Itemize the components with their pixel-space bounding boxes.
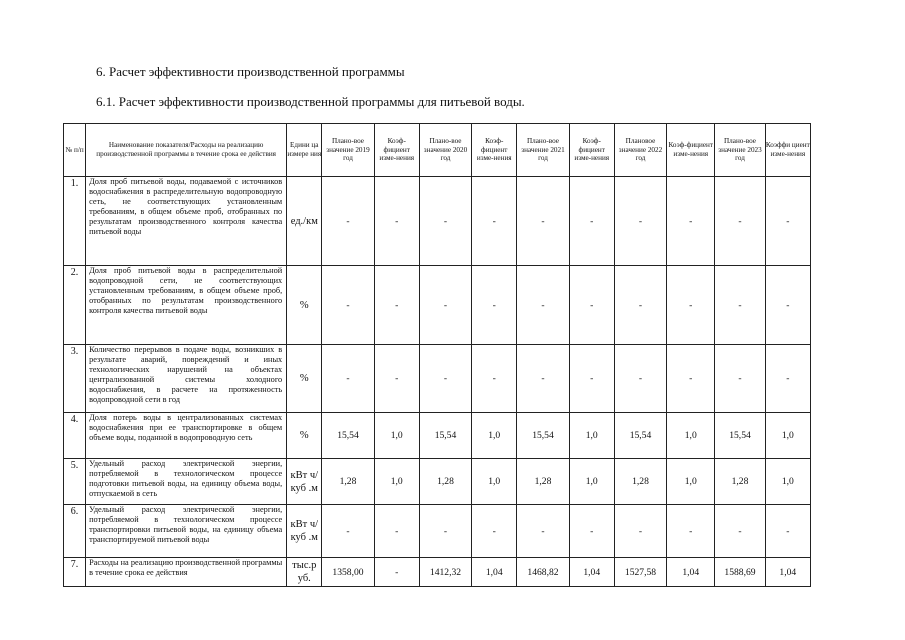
value-cell: - (715, 345, 765, 413)
unit-cell: тыс.р уб. (287, 558, 322, 587)
value-cell: - (667, 345, 715, 413)
value-cell: 1,0 (765, 459, 810, 505)
value-cell: - (322, 345, 374, 413)
value-cell: - (614, 266, 666, 345)
value-cell: - (517, 266, 569, 345)
value-cell: 1412,32 (419, 558, 471, 587)
value-cell: - (322, 266, 374, 345)
value-cell: 1,04 (569, 558, 614, 587)
value-cell: - (517, 177, 569, 266)
indicator-name: Расходы на реализацию производственной программы в течение срока ее действия (86, 558, 287, 587)
value-cell: 1,04 (667, 558, 715, 587)
row-number: 1. (64, 177, 86, 266)
value-cell: 15,54 (614, 413, 666, 459)
value-cell: 1,28 (322, 459, 374, 505)
value-cell: - (374, 505, 419, 558)
value-cell: 1,0 (472, 413, 517, 459)
unit-cell: % (287, 413, 322, 459)
value-cell: - (715, 266, 765, 345)
value-cell: 1,0 (765, 413, 810, 459)
value-cell: 1527,58 (614, 558, 666, 587)
table-row (64, 413, 811, 459)
value-cell: - (374, 558, 419, 587)
value-cell: - (374, 345, 419, 413)
row-number: 5. (64, 459, 86, 505)
indicator-name: Удельный расход электрической энергии, потребляемой в технологическом процессе транспортировки питьевой воды, на единицу объема транспортируемой питьевой воды (86, 505, 287, 558)
section-heading: 6. Расчет эффективности производственной программы (96, 64, 405, 79)
unit-cell: кВт ч/куб .м (287, 459, 322, 505)
value-cell: 1,28 (614, 459, 666, 505)
value-cell: - (419, 266, 471, 345)
col-header-coef-2021: Коэф-фициент изме-нения (569, 124, 614, 177)
value-cell: 1,0 (374, 413, 419, 459)
col-header-coef-2019: Коэф-фициент изме-нения (374, 124, 419, 177)
value-cell: - (667, 505, 715, 558)
value-cell: - (667, 266, 715, 345)
value-cell: 1,0 (569, 459, 614, 505)
value-cell: 15,54 (419, 413, 471, 459)
table-row (64, 345, 811, 413)
table-row (64, 266, 811, 345)
col-header-plan-2020: Плано-вое значение 2020 год (419, 124, 471, 177)
indicator-name: Доля проб питьевой воды, подаваемой с источников водоснабжения в распределительную водопроводную сеть, не соответствующих установленным требованиям, в общем объеме проб, отобранных по результатам производственного контроля качества питьевой воды (86, 177, 287, 266)
value-cell: 1,0 (569, 413, 614, 459)
table-row (64, 505, 811, 558)
value-cell: 1588,69 (715, 558, 765, 587)
value-cell: - (765, 266, 810, 345)
col-header-plan-2023: Плано-вое значение 2023 год (715, 124, 765, 177)
row-number: 2. (64, 266, 86, 345)
col-header-plan-2019: Плано-вое значение 2019 год (322, 124, 374, 177)
value-cell: - (322, 505, 374, 558)
value-cell: 1,0 (667, 413, 715, 459)
value-cell: 1,04 (765, 558, 810, 587)
value-cell: - (569, 505, 614, 558)
table-row (64, 459, 811, 505)
value-cell: - (472, 505, 517, 558)
value-cell: - (472, 177, 517, 266)
col-header-coef-2023: Коэффи циент изме-нения (765, 124, 810, 177)
value-cell: 15,54 (517, 413, 569, 459)
row-number: 3. (64, 345, 86, 413)
value-cell: - (374, 177, 419, 266)
efficiency-table (63, 123, 811, 587)
table-row (64, 558, 811, 587)
table-row (64, 177, 811, 266)
value-cell: 1,0 (374, 459, 419, 505)
value-cell: 1468,82 (517, 558, 569, 587)
unit-cell: % (287, 345, 322, 413)
value-cell: - (569, 345, 614, 413)
indicator-name: Количество перерывов в подаче воды, возникших в результате аварий, повреждений и иных технологических нарушений на объектах централизованной системы холодного водоснабжения, в расчете на протяженность водопроводной сети в год (86, 345, 287, 413)
value-cell: - (517, 345, 569, 413)
col-header-num: № п/п (64, 124, 86, 177)
row-number: 6. (64, 505, 86, 558)
value-cell: - (614, 505, 666, 558)
col-header-plan-2021: Плано-вое значение 2021 год (517, 124, 569, 177)
row-number: 7. (64, 558, 86, 587)
value-cell: 15,54 (322, 413, 374, 459)
value-cell: - (569, 177, 614, 266)
col-header-coef-2022: Коэф-фициент изме-нения (667, 124, 715, 177)
value-cell: 1,28 (419, 459, 471, 505)
unit-cell: % (287, 266, 322, 345)
value-cell: - (374, 266, 419, 345)
value-cell: 1,28 (517, 459, 569, 505)
value-cell: - (765, 505, 810, 558)
value-cell: 15,54 (715, 413, 765, 459)
value-cell: 1,0 (472, 459, 517, 505)
value-cell: - (614, 345, 666, 413)
value-cell: - (614, 177, 666, 266)
col-header-coef-2020: Коэф-фициент изме-нения (472, 124, 517, 177)
unit-cell: кВт ч/куб .м (287, 505, 322, 558)
indicator-name: Доля потерь воды в централизованных системах водоснабжения при ее транспортировке в общем объеме воды, поданной в водопроводную сеть (86, 413, 287, 459)
value-cell: - (517, 505, 569, 558)
value-cell: - (765, 345, 810, 413)
value-cell: 1,0 (667, 459, 715, 505)
value-cell: - (472, 345, 517, 413)
value-cell: - (322, 177, 374, 266)
header-row (64, 124, 811, 177)
value-cell: - (419, 177, 471, 266)
value-cell: 1358,00 (322, 558, 374, 587)
value-cell: - (715, 505, 765, 558)
value-cell: - (472, 266, 517, 345)
row-number: 4. (64, 413, 86, 459)
col-header-plan-2022: Плановое значение 2022 год (614, 124, 666, 177)
indicator-name: Доля проб питьевой воды в распределительной водопроводной сети, не соответствующих установленным требованиям, в общем объеме проб, отобранных по результатам производственного контроля качества питьевой воды (86, 266, 287, 345)
value-cell: - (419, 505, 471, 558)
value-cell: - (715, 177, 765, 266)
value-cell: 1,04 (472, 558, 517, 587)
value-cell: 1,28 (715, 459, 765, 505)
value-cell: - (419, 345, 471, 413)
unit-cell: ед./км (287, 177, 322, 266)
col-header-unit: Едини ца измере ния (287, 124, 322, 177)
indicator-name: Удельный расход электрической энергии, потребляемой в технологическом процессе подготовки питьевой воды, на единицу объема воды, отпускаемой в сеть (86, 459, 287, 505)
subsection-heading: 6.1. Расчет эффективности производственной программы для питьевой воды. (96, 94, 525, 109)
value-cell: - (765, 177, 810, 266)
col-header-name: Наименование показателя/Расходы на реализацию производственной программы в течение срока ее действия (86, 124, 287, 177)
value-cell: - (667, 177, 715, 266)
value-cell: - (569, 266, 614, 345)
